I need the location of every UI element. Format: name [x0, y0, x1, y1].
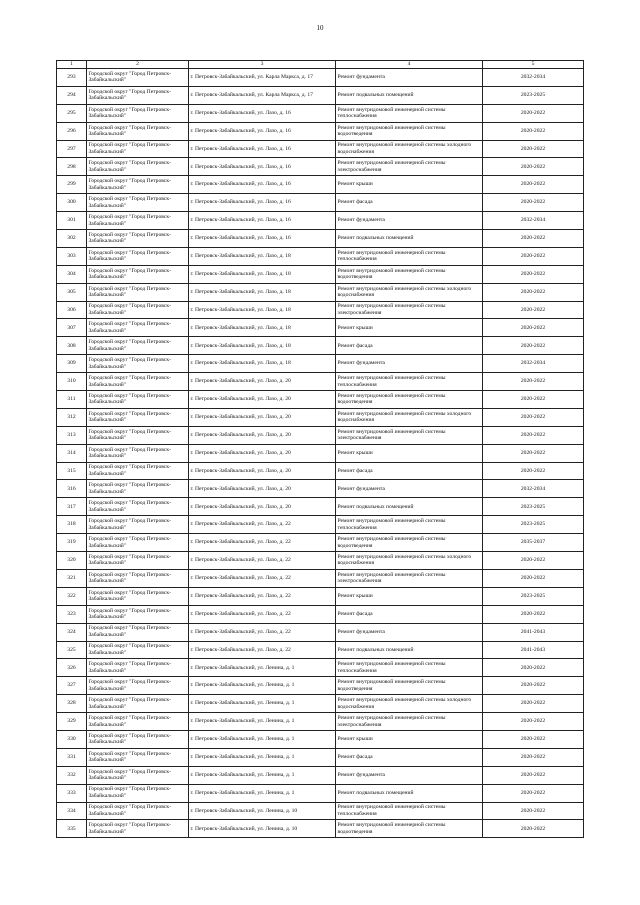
table-row	[57, 587, 584, 605]
period-cell: 2023-2025	[483, 587, 584, 605]
municipality-cell: Городской округ "Город Петровск-Забайкальский"	[87, 230, 189, 248]
period-cell: 2032-2034	[483, 480, 584, 498]
period-cell: 2020-2022	[483, 605, 584, 623]
municipality-cell: Городской округ "Город Петровск-Забайкальский"	[87, 337, 189, 355]
period-cell: 2032-2034	[483, 355, 584, 373]
row-number-cell: 293	[57, 69, 87, 87]
address-cell: г. Петровск-Забайкальский, ул. Лазо, д. 22	[189, 641, 336, 659]
municipality-cell: Городской округ "Город Петровск-Забайкальский"	[87, 283, 189, 301]
work-type-cell: Ремонт крыши	[336, 587, 483, 605]
period-cell: 2020-2022	[483, 462, 584, 480]
work-type-cell: Ремонт внутридомовой инженерной системы холодного водоснабжения	[336, 695, 483, 713]
address-cell: г. Петровск-Забайкальский, ул. Лазо, д. 22	[189, 605, 336, 623]
municipality-cell: Городской округ "Город Петровск-Забайкальский"	[87, 355, 189, 373]
municipality-cell: Городской округ "Город Петровск-Забайкальский"	[87, 569, 189, 587]
work-type-cell: Ремонт внутридомовой инженерной системы водоотведения	[336, 391, 483, 409]
works-table	[56, 60, 584, 838]
table-row	[57, 104, 584, 122]
table-row	[57, 140, 584, 158]
address-cell: г. Петровск-Забайкальский, ул. Лазо, д. 20	[189, 444, 336, 462]
address-cell: г. Петровск-Забайкальский, ул. Ленина, д. 1	[189, 713, 336, 731]
row-number-cell: 316	[57, 480, 87, 498]
table-row	[57, 265, 584, 283]
row-number-cell: 332	[57, 766, 87, 784]
period-cell: 2020-2022	[483, 659, 584, 677]
row-number-cell: 314	[57, 444, 87, 462]
table-row	[57, 713, 584, 731]
work-type-cell: Ремонт внутридомовой инженерной системы теплоснабжения	[336, 516, 483, 534]
work-type-cell: Ремонт внутридомовой инженерной системы водоотведения	[336, 677, 483, 695]
table-row	[57, 176, 584, 194]
address-cell: г. Петровск-Забайкальский, ул. Лазо, д. 16	[189, 122, 336, 140]
table-row	[57, 194, 584, 212]
work-type-cell: Ремонт внутридомовой инженерной системы водоотведения	[336, 820, 483, 838]
table-row	[57, 623, 584, 641]
table-row	[57, 784, 584, 802]
municipality-cell: Городской округ "Город Петровск-Забайкальский"	[87, 391, 189, 409]
row-number-cell: 327	[57, 677, 87, 695]
period-cell: 2020-2022	[483, 104, 584, 122]
period-cell: 2020-2022	[483, 265, 584, 283]
table-row	[57, 283, 584, 301]
address-cell: г. Петровск-Забайкальский, ул. Ленина, д. 1	[189, 748, 336, 766]
table-header-row	[57, 61, 584, 69]
municipality-cell: Городской округ "Город Петровск-Забайкальский"	[87, 695, 189, 713]
municipality-cell: Городской округ "Город Петровск-Забайкальский"	[87, 552, 189, 570]
address-cell: г. Петровск-Забайкальский, ул. Лазо, д. 16	[189, 230, 336, 248]
address-cell: г. Петровск-Забайкальский, ул. Лазо, д. 16	[189, 140, 336, 158]
row-number-cell: 323	[57, 605, 87, 623]
table-row	[57, 444, 584, 462]
work-type-cell: Ремонт внутридомовой инженерной системы холодного водоснабжения	[336, 408, 483, 426]
row-number-cell: 334	[57, 802, 87, 820]
municipality-cell: Городской округ "Город Петровск-Забайкальский"	[87, 444, 189, 462]
municipality-cell: Городской округ "Город Петровск-Забайкальский"	[87, 176, 189, 194]
table-body	[57, 69, 584, 838]
period-cell: 2023-2025	[483, 498, 584, 516]
work-type-cell: Ремонт внутридомовой инженерной системы водоотведения	[336, 122, 483, 140]
table-row	[57, 766, 584, 784]
period-cell: 2020-2022	[483, 748, 584, 766]
municipality-cell: Городской округ "Город Петровск-Забайкальский"	[87, 498, 189, 516]
row-number-cell: 312	[57, 408, 87, 426]
row-number-cell: 319	[57, 534, 87, 552]
work-type-cell: Ремонт внутридомовой инженерной системы холодного водоснабжения	[336, 283, 483, 301]
table-row	[57, 158, 584, 176]
work-type-cell: Ремонт внутридомовой инженерной системы холодного водоснабжения	[336, 140, 483, 158]
municipality-cell: Городской округ "Город Петровск-Забайкальский"	[87, 730, 189, 748]
row-number-cell: 304	[57, 265, 87, 283]
period-cell: 2035-2037	[483, 534, 584, 552]
table-row	[57, 730, 584, 748]
address-cell: г. Петровск-Забайкальский, ул. Лазо, д. 20	[189, 391, 336, 409]
row-number-cell: 299	[57, 176, 87, 194]
work-type-cell: Ремонт подвальных помещений	[336, 641, 483, 659]
table-row	[57, 748, 584, 766]
address-cell: г. Петровск-Забайкальский, ул. Лазо, д. 16	[189, 212, 336, 230]
work-type-cell: Ремонт внутридомовой инженерной системы теплоснабжения	[336, 247, 483, 265]
address-cell: г. Петровск-Забайкальский, ул. Ленина, д. 1	[189, 766, 336, 784]
row-number-cell: 325	[57, 641, 87, 659]
address-cell: г. Петровск-Забайкальский, ул. Лазо, д. 16	[189, 176, 336, 194]
row-number-cell: 321	[57, 569, 87, 587]
column-header: 1	[57, 61, 87, 69]
row-number-cell: 294	[57, 86, 87, 104]
address-cell: г. Петровск-Забайкальский, ул. Лазо, д. 22	[189, 587, 336, 605]
table-row	[57, 498, 584, 516]
municipality-cell: Городской округ "Город Петровск-Забайкальский"	[87, 319, 189, 337]
address-cell: г. Петровск-Забайкальский, ул. Лазо, д. 18	[189, 301, 336, 319]
period-cell: 2032-2034	[483, 212, 584, 230]
period-cell: 2020-2022	[483, 730, 584, 748]
municipality-cell: Городской округ "Город Петровск-Забайкальский"	[87, 122, 189, 140]
municipality-cell: Городской округ "Город Петровск-Забайкальский"	[87, 373, 189, 391]
address-cell: г. Петровск-Забайкальский, ул. Лазо, д. 20	[189, 462, 336, 480]
period-cell: 2020-2022	[483, 784, 584, 802]
municipality-cell: Городской округ "Город Петровск-Забайкальский"	[87, 713, 189, 731]
table-row	[57, 355, 584, 373]
work-type-cell: Ремонт внутридомовой инженерной системы теплоснабжения	[336, 802, 483, 820]
work-type-cell: Ремонт подвальных помещений	[336, 498, 483, 516]
row-number-cell: 298	[57, 158, 87, 176]
address-cell: г. Петровск-Забайкальский, ул. Лазо, д. 22	[189, 552, 336, 570]
period-cell: 2020-2022	[483, 373, 584, 391]
work-type-cell: Ремонт внутридомовой инженерной системы теплоснабжения	[336, 104, 483, 122]
municipality-cell: Городской округ "Город Петровск-Забайкальский"	[87, 534, 189, 552]
table-row	[57, 408, 584, 426]
period-cell: 2020-2022	[483, 391, 584, 409]
work-type-cell: Ремонт подвальных помещений	[336, 230, 483, 248]
period-cell: 2020-2022	[483, 677, 584, 695]
work-type-cell: Ремонт фасада	[336, 462, 483, 480]
municipality-cell: Городской округ "Город Петровск-Забайкальский"	[87, 86, 189, 104]
row-number-cell: 320	[57, 552, 87, 570]
table-row	[57, 301, 584, 319]
table-row	[57, 516, 584, 534]
period-cell: 2020-2022	[483, 194, 584, 212]
table-row	[57, 695, 584, 713]
period-cell: 2020-2022	[483, 444, 584, 462]
work-type-cell: Ремонт крыши	[336, 176, 483, 194]
table-row	[57, 319, 584, 337]
row-number-cell: 328	[57, 695, 87, 713]
period-cell: 2020-2022	[483, 695, 584, 713]
address-cell: г. Петровск-Забайкальский, ул. Лазо, д. 18	[189, 283, 336, 301]
table-row	[57, 569, 584, 587]
address-cell: г. Петровск-Забайкальский, ул. Карла Маркса, д. 17	[189, 86, 336, 104]
address-cell: г. Петровск-Забайкальский, ул. Лазо, д. 18	[189, 265, 336, 283]
row-number-cell: 329	[57, 713, 87, 731]
municipality-cell: Городской округ "Город Петровск-Забайкальский"	[87, 677, 189, 695]
municipality-cell: Городской округ "Город Петровск-Забайкальский"	[87, 247, 189, 265]
column-header: 2	[87, 61, 189, 69]
work-type-cell: Ремонт фундамента	[336, 766, 483, 784]
address-cell: г. Петровск-Забайкальский, ул. Лазо, д. 18	[189, 247, 336, 265]
work-type-cell: Ремонт фасада	[336, 748, 483, 766]
period-cell: 2041-2043	[483, 641, 584, 659]
table-row	[57, 69, 584, 87]
period-cell: 2020-2022	[483, 337, 584, 355]
work-type-cell: Ремонт внутридомовой инженерной системы электроснабжения	[336, 569, 483, 587]
table-row	[57, 552, 584, 570]
address-cell: г. Петровск-Забайкальский, ул. Карла Маркса, д. 17	[189, 69, 336, 87]
municipality-cell: Городской округ "Город Петровск-Забайкальский"	[87, 802, 189, 820]
table-row	[57, 337, 584, 355]
row-number-cell: 311	[57, 391, 87, 409]
work-type-cell: Ремонт крыши	[336, 319, 483, 337]
work-type-cell: Ремонт крыши	[336, 730, 483, 748]
table-row	[57, 212, 584, 230]
address-cell: г. Петровск-Забайкальский, ул. Лазо, д. 16	[189, 158, 336, 176]
page-number: 10	[316, 24, 324, 32]
municipality-cell: Городской округ "Город Петровск-Забайкальский"	[87, 748, 189, 766]
municipality-cell: Городской округ "Город Петровск-Забайкальский"	[87, 784, 189, 802]
address-cell: г. Петровск-Забайкальский, ул. Лазо, д. 20	[189, 426, 336, 444]
period-cell: 2020-2022	[483, 569, 584, 587]
row-number-cell: 330	[57, 730, 87, 748]
work-type-cell: Ремонт фундамента	[336, 623, 483, 641]
municipality-cell: Городской округ "Город Петровск-Забайкальский"	[87, 516, 189, 534]
municipality-cell: Городской округ "Город Петровск-Забайкальский"	[87, 641, 189, 659]
municipality-cell: Городской округ "Город Петровск-Забайкальский"	[87, 212, 189, 230]
table-row	[57, 534, 584, 552]
row-number-cell: 324	[57, 623, 87, 641]
address-cell: г. Петровск-Забайкальский, ул. Ленина, д. 1	[189, 784, 336, 802]
work-type-cell: Ремонт подвальных помещений	[336, 86, 483, 104]
period-cell: 2020-2022	[483, 283, 584, 301]
municipality-cell: Городской округ "Город Петровск-Забайкальский"	[87, 623, 189, 641]
address-cell: г. Петровск-Забайкальский, ул. Ленина, д. 10	[189, 802, 336, 820]
work-type-cell: Ремонт крыши	[336, 444, 483, 462]
period-cell: 2020-2022	[483, 713, 584, 731]
period-cell: 2020-2022	[483, 552, 584, 570]
municipality-cell: Городской округ "Город Петровск-Забайкальский"	[87, 659, 189, 677]
address-cell: г. Петровск-Забайкальский, ул. Лазо, д. 20	[189, 498, 336, 516]
work-type-cell: Ремонт фундамента	[336, 480, 483, 498]
address-cell: г. Петровск-Забайкальский, ул. Ленина, д. 10	[189, 820, 336, 838]
address-cell: г. Петровск-Забайкальский, ул. Лазо, д. 22	[189, 534, 336, 552]
table-row	[57, 122, 584, 140]
row-number-cell: 303	[57, 247, 87, 265]
row-number-cell: 297	[57, 140, 87, 158]
row-number-cell: 326	[57, 659, 87, 677]
row-number-cell: 300	[57, 194, 87, 212]
row-number-cell: 317	[57, 498, 87, 516]
table-row	[57, 373, 584, 391]
table-row	[57, 86, 584, 104]
municipality-cell: Городской округ "Город Петровск-Забайкальский"	[87, 301, 189, 319]
address-cell: г. Петровск-Забайкальский, ул. Лазо, д. 18	[189, 319, 336, 337]
period-cell: 2020-2022	[483, 140, 584, 158]
period-cell: 2020-2022	[483, 820, 584, 838]
address-cell: г. Петровск-Забайкальский, ул. Лазо, д. 18	[189, 355, 336, 373]
period-cell: 2020-2022	[483, 230, 584, 248]
work-type-cell: Ремонт внутридомовой инженерной системы водоотведения	[336, 265, 483, 283]
row-number-cell: 295	[57, 104, 87, 122]
municipality-cell: Городской округ "Город Петровск-Забайкальский"	[87, 158, 189, 176]
period-cell: 2020-2022	[483, 301, 584, 319]
municipality-cell: Городской округ "Город Петровск-Забайкальский"	[87, 69, 189, 87]
municipality-cell: Городской округ "Город Петровск-Забайкальский"	[87, 265, 189, 283]
row-number-cell: 305	[57, 283, 87, 301]
work-type-cell: Ремонт внутридомовой инженерной системы теплоснабжения	[336, 659, 483, 677]
column-header: 4	[336, 61, 483, 69]
table-row	[57, 659, 584, 677]
work-type-cell: Ремонт внутридомовой инженерной системы электроснабжения	[336, 301, 483, 319]
work-type-cell: Ремонт внутридомовой инженерной системы электроснабжения	[336, 713, 483, 731]
municipality-cell: Городской округ "Город Петровск-Забайкальский"	[87, 408, 189, 426]
table-row	[57, 605, 584, 623]
municipality-cell: Городской округ "Город Петровск-Забайкальский"	[87, 820, 189, 838]
address-cell: г. Петровск-Забайкальский, ул. Лазо, д. 20	[189, 373, 336, 391]
address-cell: г. Петровск-Забайкальский, ул. Лазо, д. 22	[189, 569, 336, 587]
address-cell: г. Петровск-Забайкальский, ул. Лазо, д. 20	[189, 480, 336, 498]
table-row	[57, 677, 584, 695]
row-number-cell: 333	[57, 784, 87, 802]
period-cell: 2020-2022	[483, 176, 584, 194]
address-cell: г. Петровск-Забайкальский, ул. Лазо, д. 16	[189, 194, 336, 212]
period-cell: 2020-2022	[483, 766, 584, 784]
period-cell: 2032-2034	[483, 69, 584, 87]
period-cell: 2020-2022	[483, 426, 584, 444]
municipality-cell: Городской округ "Город Петровск-Забайкальский"	[87, 104, 189, 122]
table-row	[57, 230, 584, 248]
table-row	[57, 462, 584, 480]
table-row	[57, 480, 584, 498]
period-cell: 2020-2022	[483, 247, 584, 265]
period-cell: 2020-2022	[483, 122, 584, 140]
row-number-cell: 335	[57, 820, 87, 838]
period-cell: 2023-2025	[483, 86, 584, 104]
address-cell: г. Петровск-Забайкальский, ул. Ленина, д. 1	[189, 730, 336, 748]
table-row	[57, 802, 584, 820]
address-cell: г. Петровск-Забайкальский, ул. Ленина, д. 1	[189, 659, 336, 677]
row-number-cell: 318	[57, 516, 87, 534]
period-cell: 2020-2022	[483, 802, 584, 820]
address-cell: г. Петровск-Забайкальский, ул. Лазо, д. 22	[189, 516, 336, 534]
period-cell: 2020-2022	[483, 408, 584, 426]
address-cell: г. Петровск-Забайкальский, ул. Лазо, д. 20	[189, 408, 336, 426]
row-number-cell: 306	[57, 301, 87, 319]
work-type-cell: Ремонт фасада	[336, 337, 483, 355]
period-cell: 2020-2022	[483, 158, 584, 176]
municipality-cell: Городской округ "Город Петровск-Забайкальский"	[87, 587, 189, 605]
municipality-cell: Городской округ "Город Петровск-Забайкальский"	[87, 766, 189, 784]
row-number-cell: 302	[57, 230, 87, 248]
row-number-cell: 309	[57, 355, 87, 373]
row-number-cell: 301	[57, 212, 87, 230]
work-type-cell: Ремонт внутридомовой инженерной системы электроснабжения	[336, 158, 483, 176]
period-cell: 2041-2043	[483, 623, 584, 641]
work-type-cell: Ремонт подвальных помещений	[336, 784, 483, 802]
table-row	[57, 820, 584, 838]
table-row	[57, 641, 584, 659]
work-type-cell: Ремонт фундамента	[336, 355, 483, 373]
address-cell: г. Петровск-Забайкальский, ул. Лазо, д. 22	[189, 623, 336, 641]
row-number-cell: 315	[57, 462, 87, 480]
municipality-cell: Городской округ "Город Петровск-Забайкальский"	[87, 194, 189, 212]
work-type-cell: Ремонт фасада	[336, 605, 483, 623]
work-type-cell: Ремонт фасада	[336, 194, 483, 212]
address-cell: г. Петровск-Забайкальский, ул. Лазо, д. 16	[189, 104, 336, 122]
table-row	[57, 391, 584, 409]
work-type-cell: Ремонт внутридомовой инженерной системы водоотведения	[336, 534, 483, 552]
work-type-cell: Ремонт внутридомовой инженерной системы теплоснабжения	[336, 373, 483, 391]
address-cell: г. Петровск-Забайкальский, ул. Ленина, д. 1	[189, 677, 336, 695]
row-number-cell: 313	[57, 426, 87, 444]
period-cell: 2020-2022	[483, 319, 584, 337]
work-type-cell: Ремонт фундамента	[336, 212, 483, 230]
row-number-cell: 310	[57, 373, 87, 391]
table-row	[57, 426, 584, 444]
period-cell: 2023-2025	[483, 516, 584, 534]
column-header: 3	[189, 61, 336, 69]
row-number-cell: 308	[57, 337, 87, 355]
work-type-cell: Ремонт внутридомовой инженерной системы электроснабжения	[336, 426, 483, 444]
table-row	[57, 247, 584, 265]
address-cell: г. Петровск-Забайкальский, ул. Ленина, д. 1	[189, 695, 336, 713]
column-header: 5	[483, 61, 584, 69]
municipality-cell: Городской округ "Город Петровск-Забайкальский"	[87, 462, 189, 480]
municipality-cell: Городской округ "Город Петровск-Забайкальский"	[87, 605, 189, 623]
municipality-cell: Городской округ "Город Петровск-Забайкальский"	[87, 480, 189, 498]
work-type-cell: Ремонт фундамента	[336, 69, 483, 87]
work-type-cell: Ремонт внутридомовой инженерной системы холодного водоснабжения	[336, 552, 483, 570]
municipality-cell: Городской округ "Город Петровск-Забайкальский"	[87, 426, 189, 444]
municipality-cell: Городской округ "Город Петровск-Забайкальский"	[87, 140, 189, 158]
address-cell: г. Петровск-Забайкальский, ул. Лазо, д. 18	[189, 337, 336, 355]
row-number-cell: 296	[57, 122, 87, 140]
row-number-cell: 307	[57, 319, 87, 337]
row-number-cell: 322	[57, 587, 87, 605]
row-number-cell: 331	[57, 748, 87, 766]
